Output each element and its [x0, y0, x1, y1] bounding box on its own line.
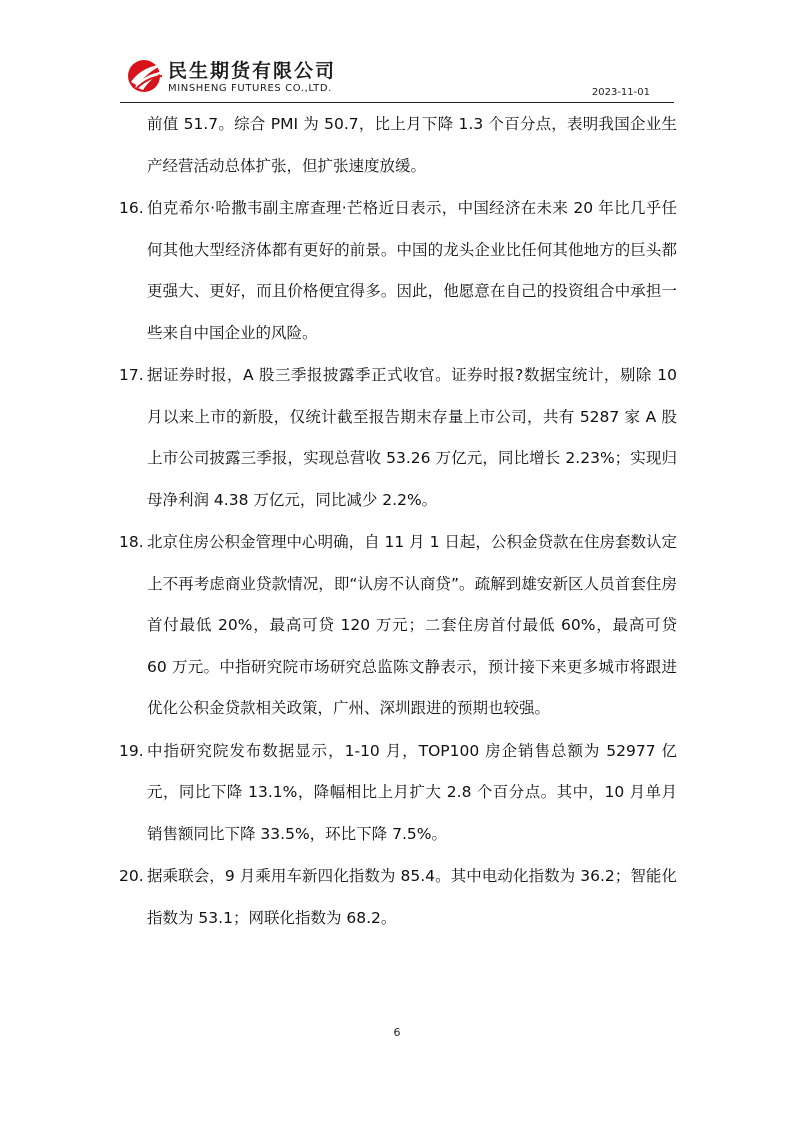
page-number: 6	[393, 1026, 401, 1039]
list-item	[119, 731, 677, 856]
item-number: 18.	[119, 533, 144, 551]
list-item	[119, 522, 677, 730]
item-text: 中指研究院发布数据显示，1-10 月，TOP100 房企销售总额为 52977 亿元，同比下降 13.1%，降幅相比上月扩大 2.8 个百分点。其中，10 月单月销售额同比下降 33.5%，环比下降 7.5%。	[147, 741, 677, 843]
report-date: 2023-11-01	[591, 87, 650, 98]
item-number: 17.	[119, 366, 144, 384]
continuation-paragraph: 前值 51.7。综合 PMI 为 50.7，比上月下降 1.3 个百分点，表明我国企业生产经营活动总体扩张，但扩张速度放缓。	[147, 115, 677, 175]
item-number: 16.	[119, 199, 144, 217]
list-item	[119, 188, 677, 354]
company-logo-icon	[126, 58, 166, 94]
item-number: 20.	[119, 867, 144, 885]
list-item	[119, 856, 677, 939]
page-header	[120, 50, 674, 103]
news-list	[119, 104, 677, 939]
list-item	[119, 355, 677, 521]
item-text: 北京住房公积金管理中心明确，自 11 月 1 日起，公积金贷款在住房套数认定上不再考虑商业贷款情况，即“认房不认商贷”。疏解到雄安新区人员首套住房首付最低 20%，最高可贷 120 万元；二套住房首付最低 60%，最高可贷 60 万元。中指研究院市场研究总监陈文静表示，预计接下来更多城市将跟进优化公积金贷款相关政策，广州、深圳跟进的预期也较强。	[147, 533, 677, 717]
company-name-en: MINSHENG FUTURES CO.,LTD.	[168, 83, 332, 94]
item-text: 据乘联会，9 月乘用车新四化指数为 85.4。其中电动化指数为 36.2；智能化指数为 53.1；网联化指数为 68.2。	[147, 867, 677, 927]
item-text: 据证券时报，A 股三季报披露季正式收官。证券时报?数据宝统计，剔除 10 月以来上市的新股，仅统计截至报告期末存量上市公司，共有 5287 家 A 股上市公司披露三季报，实现总营收 53.26 万亿元，同比增长 2.23%；实现归母净利润 4.38 万亿元，同比减少 2.2%。	[147, 366, 677, 509]
company-name-cn: 民生期货有限公司	[168, 60, 337, 82]
item-text: 伯克希尔·哈撒韦副主席查理·芒格近日表示，中国经济在未来 20 年比几乎任何其他大型经济体都有更好的前景。中国的龙头企业比任何其他地方的巨头都更强大、更好，而且价格便宜得多。因此，他愿意在自己的投资组合中承担一些来自中国企业的风险。	[147, 199, 677, 342]
item-number: 19.	[119, 741, 144, 760]
